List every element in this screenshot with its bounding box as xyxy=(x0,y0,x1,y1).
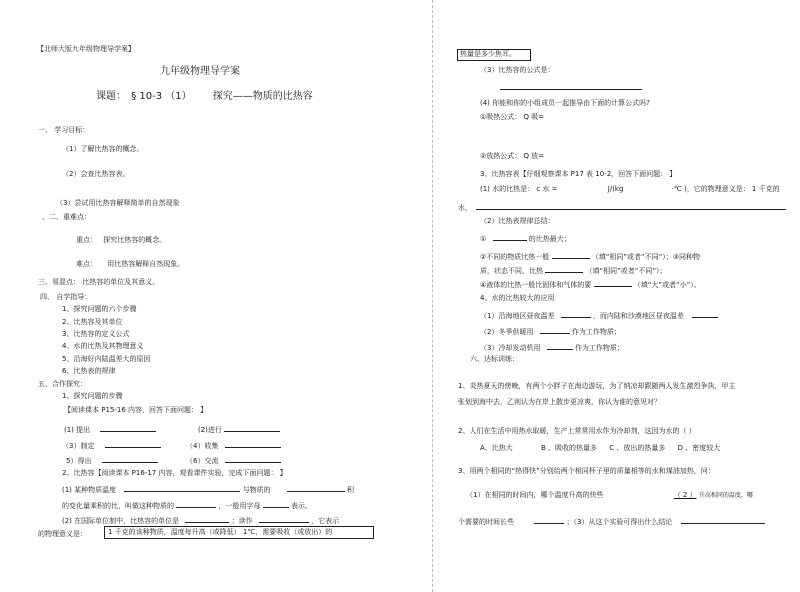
self-study-item: 1、探究问题的六个步骤 xyxy=(62,305,137,313)
physical-meaning-answer: 1 千克的该种物质，温度每升高（或降低） 1℃，需要吸收（或放出）的 xyxy=(108,528,333,536)
option-b[interactable]: B 、吸收的热量多 xyxy=(541,444,598,452)
water-application-1: （1）沿海地区昼夜温差 ，而内陆和沙漠地区昼夜温差 xyxy=(480,310,718,320)
water-application-3: （3）冷却发动机用 作为工作物质； xyxy=(480,344,624,352)
blank-field[interactable] xyxy=(225,440,281,448)
blank-field[interactable] xyxy=(259,515,309,523)
self-study-item: 2、比热容及其单位 xyxy=(62,318,123,326)
option-d[interactable]: D 、密度较大 xyxy=(677,444,721,452)
lesson-prefix: 课题： xyxy=(96,91,126,102)
water-application-2: （2）冬季供暖用 作为工作物质； xyxy=(480,328,621,336)
specific-heat-definition: (1) 某种物质温度 与物质的 积 xyxy=(62,486,355,494)
section-cooperative-inquiry: 五、合作探究： xyxy=(38,380,87,388)
practice-question-1-cont: 张划到海中去，乙则认为在岸上散步更凉爽，你认为谁的意见对？ xyxy=(458,398,661,406)
water-specific-heat: (1) 水的比热是： c 水 = J/(kg ·℃ )，它的物理意义是： 1 千克的 xyxy=(480,185,780,193)
reading-prompt-2: 2、比热容【阅读课本 P16-17 内容，观看课件实验，完成下面问题： 】 xyxy=(62,469,287,477)
blank-field[interactable] xyxy=(561,310,591,318)
blank-field[interactable] xyxy=(224,424,280,432)
specific-heat-table-prompt: 3、比热容表【仔细观察课本 P17 表 10-2，回答下面问题： 】 xyxy=(480,170,677,178)
blank-field[interactable] xyxy=(124,484,240,492)
inquiry-step-3: （3）制定 xyxy=(62,440,161,450)
objective-3: （3）尝试用比热容解释简单的自然现象 xyxy=(56,199,180,207)
blank-field[interactable] xyxy=(545,265,583,273)
page-title: 九年级物理导学案 xyxy=(160,66,240,77)
page-fold-line xyxy=(432,0,433,592)
blank-field[interactable] xyxy=(176,500,216,508)
blank-answer[interactable]: （ 2 ） xyxy=(673,491,697,499)
reading-prompt-1: 【阅读课本 P15-16 内容，回答下面问题： 】 xyxy=(64,406,208,414)
blank-field[interactable] xyxy=(225,455,281,463)
blank-field[interactable] xyxy=(287,484,345,492)
blank-field[interactable] xyxy=(552,251,590,259)
derivation-question: (4) 你能和你的小组成员一起推导由下面的计算公式吗? xyxy=(480,99,650,107)
self-study-item: 3、比热容的定义公式 xyxy=(62,330,130,338)
document-header: 【北师大版九年级物理导学案】 xyxy=(37,45,135,53)
continuation-text: 热量是多少焦耳。 xyxy=(460,50,516,58)
table-law-2: ②不同的物质比热一般 （填“相同”或者“不同”）；③同种物 xyxy=(480,253,701,261)
blank-field[interactable] xyxy=(594,279,632,287)
practice-question-2-options xyxy=(480,444,720,452)
blank-field[interactable] xyxy=(681,516,765,524)
inquiry-step-6: （6）交流 xyxy=(186,455,281,465)
heat-release-formula: ②放热公式： Q 放= xyxy=(480,152,545,160)
difficult-point: 难点： 用比热容解释自然现象。 xyxy=(76,260,185,268)
section-practice: 六、达标训练： xyxy=(470,355,519,363)
section-objectives: 一、 学习目标： xyxy=(38,126,90,134)
blank-field[interactable] xyxy=(102,455,158,463)
self-study-item: 5、沿海好内陆温差大的原因 xyxy=(62,355,151,363)
inquiry-step-4: （4）收集 xyxy=(186,440,281,450)
lesson-number: § 10-3 （1） xyxy=(131,91,192,102)
practice-question-3-part-1: （1）在相同的时间内，哪个温度升高的快些 （ 2 ） 升高相同的温度，哪 xyxy=(466,491,753,499)
table-law-1: ① 的比热最大； xyxy=(480,235,571,243)
blank-field[interactable] xyxy=(100,424,156,432)
inquiry-step-2: (2)进行 xyxy=(198,424,280,434)
practice-question-3: 3、用两个相同的“热得快”分别给两个相同杯子里的质量相等的水和煤油加热，问： xyxy=(458,467,715,475)
formula-question: （3）比热容的公式是： xyxy=(480,66,555,74)
key-point: 重点： 探究比热容的概念。 xyxy=(76,236,167,244)
option-c[interactable]: C 、放出的热量多 xyxy=(609,444,666,452)
blank-field[interactable] xyxy=(185,515,229,523)
blank-field[interactable] xyxy=(547,342,573,350)
physical-meaning-label: 的物理意义是： xyxy=(38,530,87,538)
section-key-points: 、二、重难点： xyxy=(42,213,91,221)
blank-field[interactable] xyxy=(493,233,527,241)
inquiry-steps-heading: 1、探究问题的步骤 xyxy=(62,392,123,400)
objective-2: （2）会查比热容表。 xyxy=(62,170,130,178)
self-study-item: 4、水的比热及其物理意义 xyxy=(62,342,144,350)
blank-field[interactable] xyxy=(476,202,786,210)
blank-field[interactable] xyxy=(263,500,289,508)
practice-question-1: 1、炎热夏天的傍晚，有两个小胖子在海边游玩，为了纳凉却跟随两人发生激烈争执，甲主 xyxy=(458,382,736,390)
blank-field[interactable] xyxy=(692,310,718,318)
practice-question-3-part-2: 个需要的时间长些 ；（3）从这个实验可得出什么结论 xyxy=(458,516,765,526)
lesson-title xyxy=(96,91,313,103)
table-law-heading: （2）比热表规律总结： xyxy=(480,217,555,225)
objective-1: （1）了解比热容的概念。 xyxy=(62,145,144,153)
specific-heat-unit: (2) 在国际单位制中，比热容的单位是 ；读作 ，它表示 xyxy=(62,517,340,525)
self-study-item: 6、比热表的规律 xyxy=(62,367,116,375)
specific-heat-definition-cont: 的变化量乘积的比，叫做这种物质的 ，一般用字母 表示。 xyxy=(62,502,312,510)
inquiry-step-1: (1) 提出 xyxy=(64,424,156,434)
section-confusing-points: 三、易混点： 比热容的单位及其意义。 xyxy=(38,278,160,286)
heat-absorption-formula: ①吸热公式： Q 吸= xyxy=(480,113,545,121)
blank-field[interactable] xyxy=(105,440,161,448)
blank-field[interactable] xyxy=(540,326,570,334)
table-law-3: 质，状态不同，比热 （填“相同”或者“不同”）； xyxy=(480,267,667,275)
blank-field[interactable] xyxy=(534,516,564,524)
water-specific-heat-cont: 水， xyxy=(458,202,786,212)
option-a[interactable]: A、比热大 xyxy=(480,444,513,452)
water-application-heading: 4、水的比热较大的应用 xyxy=(480,294,555,302)
practice-question-2: 2、人们在生活中用热水取暖，生产上常常用水作为冷却剂，这因为水的（ ） xyxy=(458,427,696,435)
table-law-4: ④液体的比热一般比固体和气体的要 （填“大”或者“小”）。 xyxy=(480,281,701,289)
inquiry-step-5: 5）得出 xyxy=(66,455,158,465)
section-self-study: 四、 自学指导： xyxy=(40,293,92,301)
formula-answer-line[interactable] xyxy=(500,89,642,90)
lesson-topic: 探究——物质的比热容 xyxy=(212,91,313,102)
